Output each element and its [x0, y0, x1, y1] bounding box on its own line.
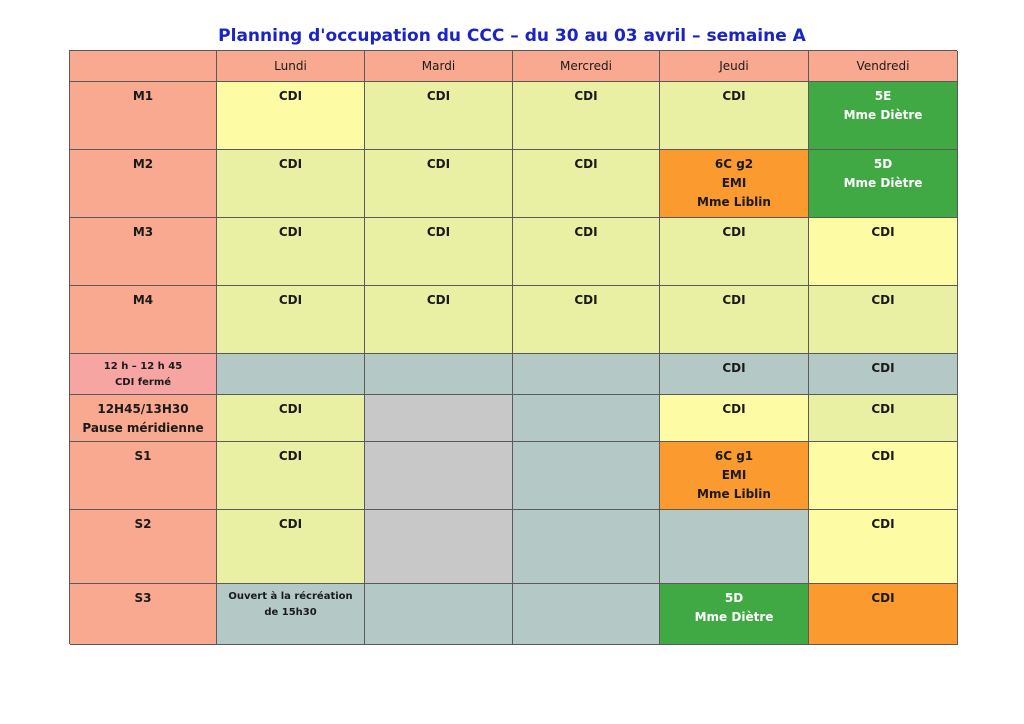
- schedule-cell-jeudi: [660, 150, 809, 218]
- schedule-cell-mercredi: [513, 354, 660, 395]
- time-slot-label: [70, 510, 217, 584]
- schedule-cell-mardi: [365, 510, 513, 584]
- day-header-vendredi: Vendredi: [809, 51, 958, 82]
- schedule-cell-mercredi: [513, 150, 660, 218]
- schedule-cell-vendredi: [809, 395, 958, 442]
- schedule-cell-mercredi: [513, 286, 660, 354]
- schedule-cell-mercredi: [513, 218, 660, 286]
- time-slot-text: Pause méridienne: [82, 421, 204, 435]
- time-slot-text: M4: [132, 293, 154, 307]
- schedule-cell-vendredi: [809, 510, 958, 584]
- schedule-cell-text: CDI: [871, 591, 895, 605]
- schedule-cell-text: 5E: [874, 89, 892, 103]
- schedule-cell-mardi: [365, 442, 513, 510]
- schedule-cell-text: CDI: [278, 225, 303, 239]
- page-title: Planning d'occupation du CCC – du 30 au 03 avril – semaine A: [218, 26, 806, 46]
- time-slot-text: S2: [134, 517, 152, 531]
- time-slot-text: CDI fermé: [114, 377, 172, 388]
- schedule-cell-lundi: [217, 354, 365, 395]
- schedule-cell-text: CDI: [426, 293, 451, 307]
- schedule-cell-mardi: [365, 584, 513, 645]
- schedule-cell-mardi: [365, 395, 513, 442]
- schedule-cell-mardi: [365, 150, 513, 218]
- schedule-cell-lundi: [217, 510, 365, 584]
- schedule-cell-lundi: [217, 150, 365, 218]
- schedule-cell-text: CDI: [426, 225, 451, 239]
- schedule-cell-vendredi: [809, 218, 958, 286]
- schedule-cell-text: CDI: [722, 89, 746, 103]
- schedule-cell-text: Ouvert à la récréation: [228, 591, 353, 602]
- schedule-cell-text: CDI: [278, 89, 303, 103]
- schedule-cell-text: Mme Liblin: [697, 487, 771, 501]
- schedule-cell-mercredi: [513, 442, 660, 510]
- schedule-cell-text: CDI: [722, 293, 746, 307]
- schedule-cell-text: 6C g1: [714, 449, 754, 463]
- time-slot-text: 12 h – 12 h 45: [103, 361, 183, 372]
- time-slot-label: [70, 286, 217, 354]
- schedule-cell-vendredi: [809, 584, 958, 645]
- schedule-cell-vendredi: [809, 150, 958, 218]
- time-slot-label: [70, 150, 217, 218]
- schedule-cell-text: CDI: [278, 293, 303, 307]
- schedule-cell-mercredi: [513, 584, 660, 645]
- schedule-cell-text: 6C g2: [714, 157, 754, 171]
- schedule-cell-text: CDI: [278, 157, 303, 171]
- schedule-cell-jeudi: [660, 82, 809, 150]
- schedule-cell-jeudi: [660, 442, 809, 510]
- schedule-cell-text: CDI: [574, 225, 598, 239]
- day-header-jeudi: Jeudi: [660, 51, 809, 82]
- schedule-cell-jeudi: [660, 354, 809, 395]
- time-slot-text: M3: [132, 225, 154, 239]
- schedule-cell-text: CDI: [278, 402, 303, 416]
- schedule-cell-text: Mme Diètre: [694, 610, 774, 624]
- schedule-cell-text: EMI: [721, 468, 747, 482]
- time-slot-label: [70, 218, 217, 286]
- schedule-cell-mercredi: [513, 82, 660, 150]
- schedule-cell-text: CDI: [426, 157, 451, 171]
- schedule-cell-text: CDI: [722, 361, 746, 375]
- schedule-cell-text: CDI: [278, 517, 303, 531]
- schedule-cell-vendredi: [809, 286, 958, 354]
- schedule-cell-text: 5D: [724, 591, 744, 605]
- schedule-cell-jeudi: [660, 510, 809, 584]
- schedule-cell-lundi: [217, 442, 365, 510]
- schedule-cell-text: CDI: [574, 157, 598, 171]
- schedule-cell-jeudi: [660, 395, 809, 442]
- schedule-cell-text: CDI: [871, 449, 895, 463]
- time-slot-label: [70, 442, 217, 510]
- schedule-cell-text: CDI: [278, 449, 303, 463]
- time-slot-text: S1: [134, 449, 152, 463]
- schedule-cell-lundi: [217, 395, 365, 442]
- schedule-cell-text: CDI: [871, 402, 895, 416]
- schedule-cell-vendredi: [809, 354, 958, 395]
- schedule-cell-lundi: [217, 286, 365, 354]
- schedule-cell-text: de 15h30: [264, 607, 317, 618]
- schedule-cell-mardi: [365, 82, 513, 150]
- time-slot-text: 12H45/13H30: [97, 402, 189, 416]
- schedule-cell-text: Mme Diètre: [843, 176, 923, 190]
- schedule-cell-text: CDI: [574, 293, 598, 307]
- schedule-cell-mardi: [365, 286, 513, 354]
- schedule-cell-jeudi: [660, 584, 809, 645]
- day-header-mercredi: Mercredi: [513, 51, 660, 82]
- day-header-mardi: Mardi: [365, 51, 513, 82]
- schedule-cell-text: CDI: [871, 517, 895, 531]
- schedule-cell-text: CDI: [574, 89, 598, 103]
- schedule-cell-text: CDI: [722, 225, 746, 239]
- schedule-cell-mercredi: [513, 395, 660, 442]
- schedule-cell-lundi: [217, 584, 365, 645]
- schedule-cell-jeudi: [660, 286, 809, 354]
- time-slot-text: M2: [132, 157, 154, 171]
- header-corner-cell: [70, 51, 217, 82]
- schedule-cell-lundi: [217, 218, 365, 286]
- schedule-cell-vendredi: [809, 82, 958, 150]
- time-slot-label: [70, 395, 217, 442]
- time-slot-text: S3: [134, 591, 152, 605]
- time-slot-label: [70, 584, 217, 645]
- schedule-cell-text: CDI: [722, 402, 746, 416]
- schedule-cell-mardi: [365, 218, 513, 286]
- schedule-cell-text: EMI: [721, 176, 747, 190]
- time-slot-label: [70, 354, 217, 395]
- schedule-cell-vendredi: [809, 442, 958, 510]
- day-header-lundi: Lundi: [217, 51, 365, 82]
- schedule-cell-jeudi: [660, 218, 809, 286]
- time-slot-text: M1: [132, 89, 154, 103]
- schedule-cell-text: CDI: [871, 293, 895, 307]
- schedule-cell-text: Mme Liblin: [697, 195, 771, 209]
- schedule-cell-text: Mme Diètre: [843, 108, 923, 122]
- schedule-cell-mercredi: [513, 510, 660, 584]
- schedule-cell-mardi: [365, 354, 513, 395]
- schedule-cell-text: CDI: [871, 361, 895, 375]
- schedule-cell-text: 5D: [873, 157, 893, 171]
- schedule-cell-text: CDI: [871, 225, 895, 239]
- time-slot-label: [70, 82, 217, 150]
- schedule-cell-lundi: [217, 82, 365, 150]
- schedule-table: [69, 50, 957, 644]
- schedule-cell-text: CDI: [426, 89, 451, 103]
